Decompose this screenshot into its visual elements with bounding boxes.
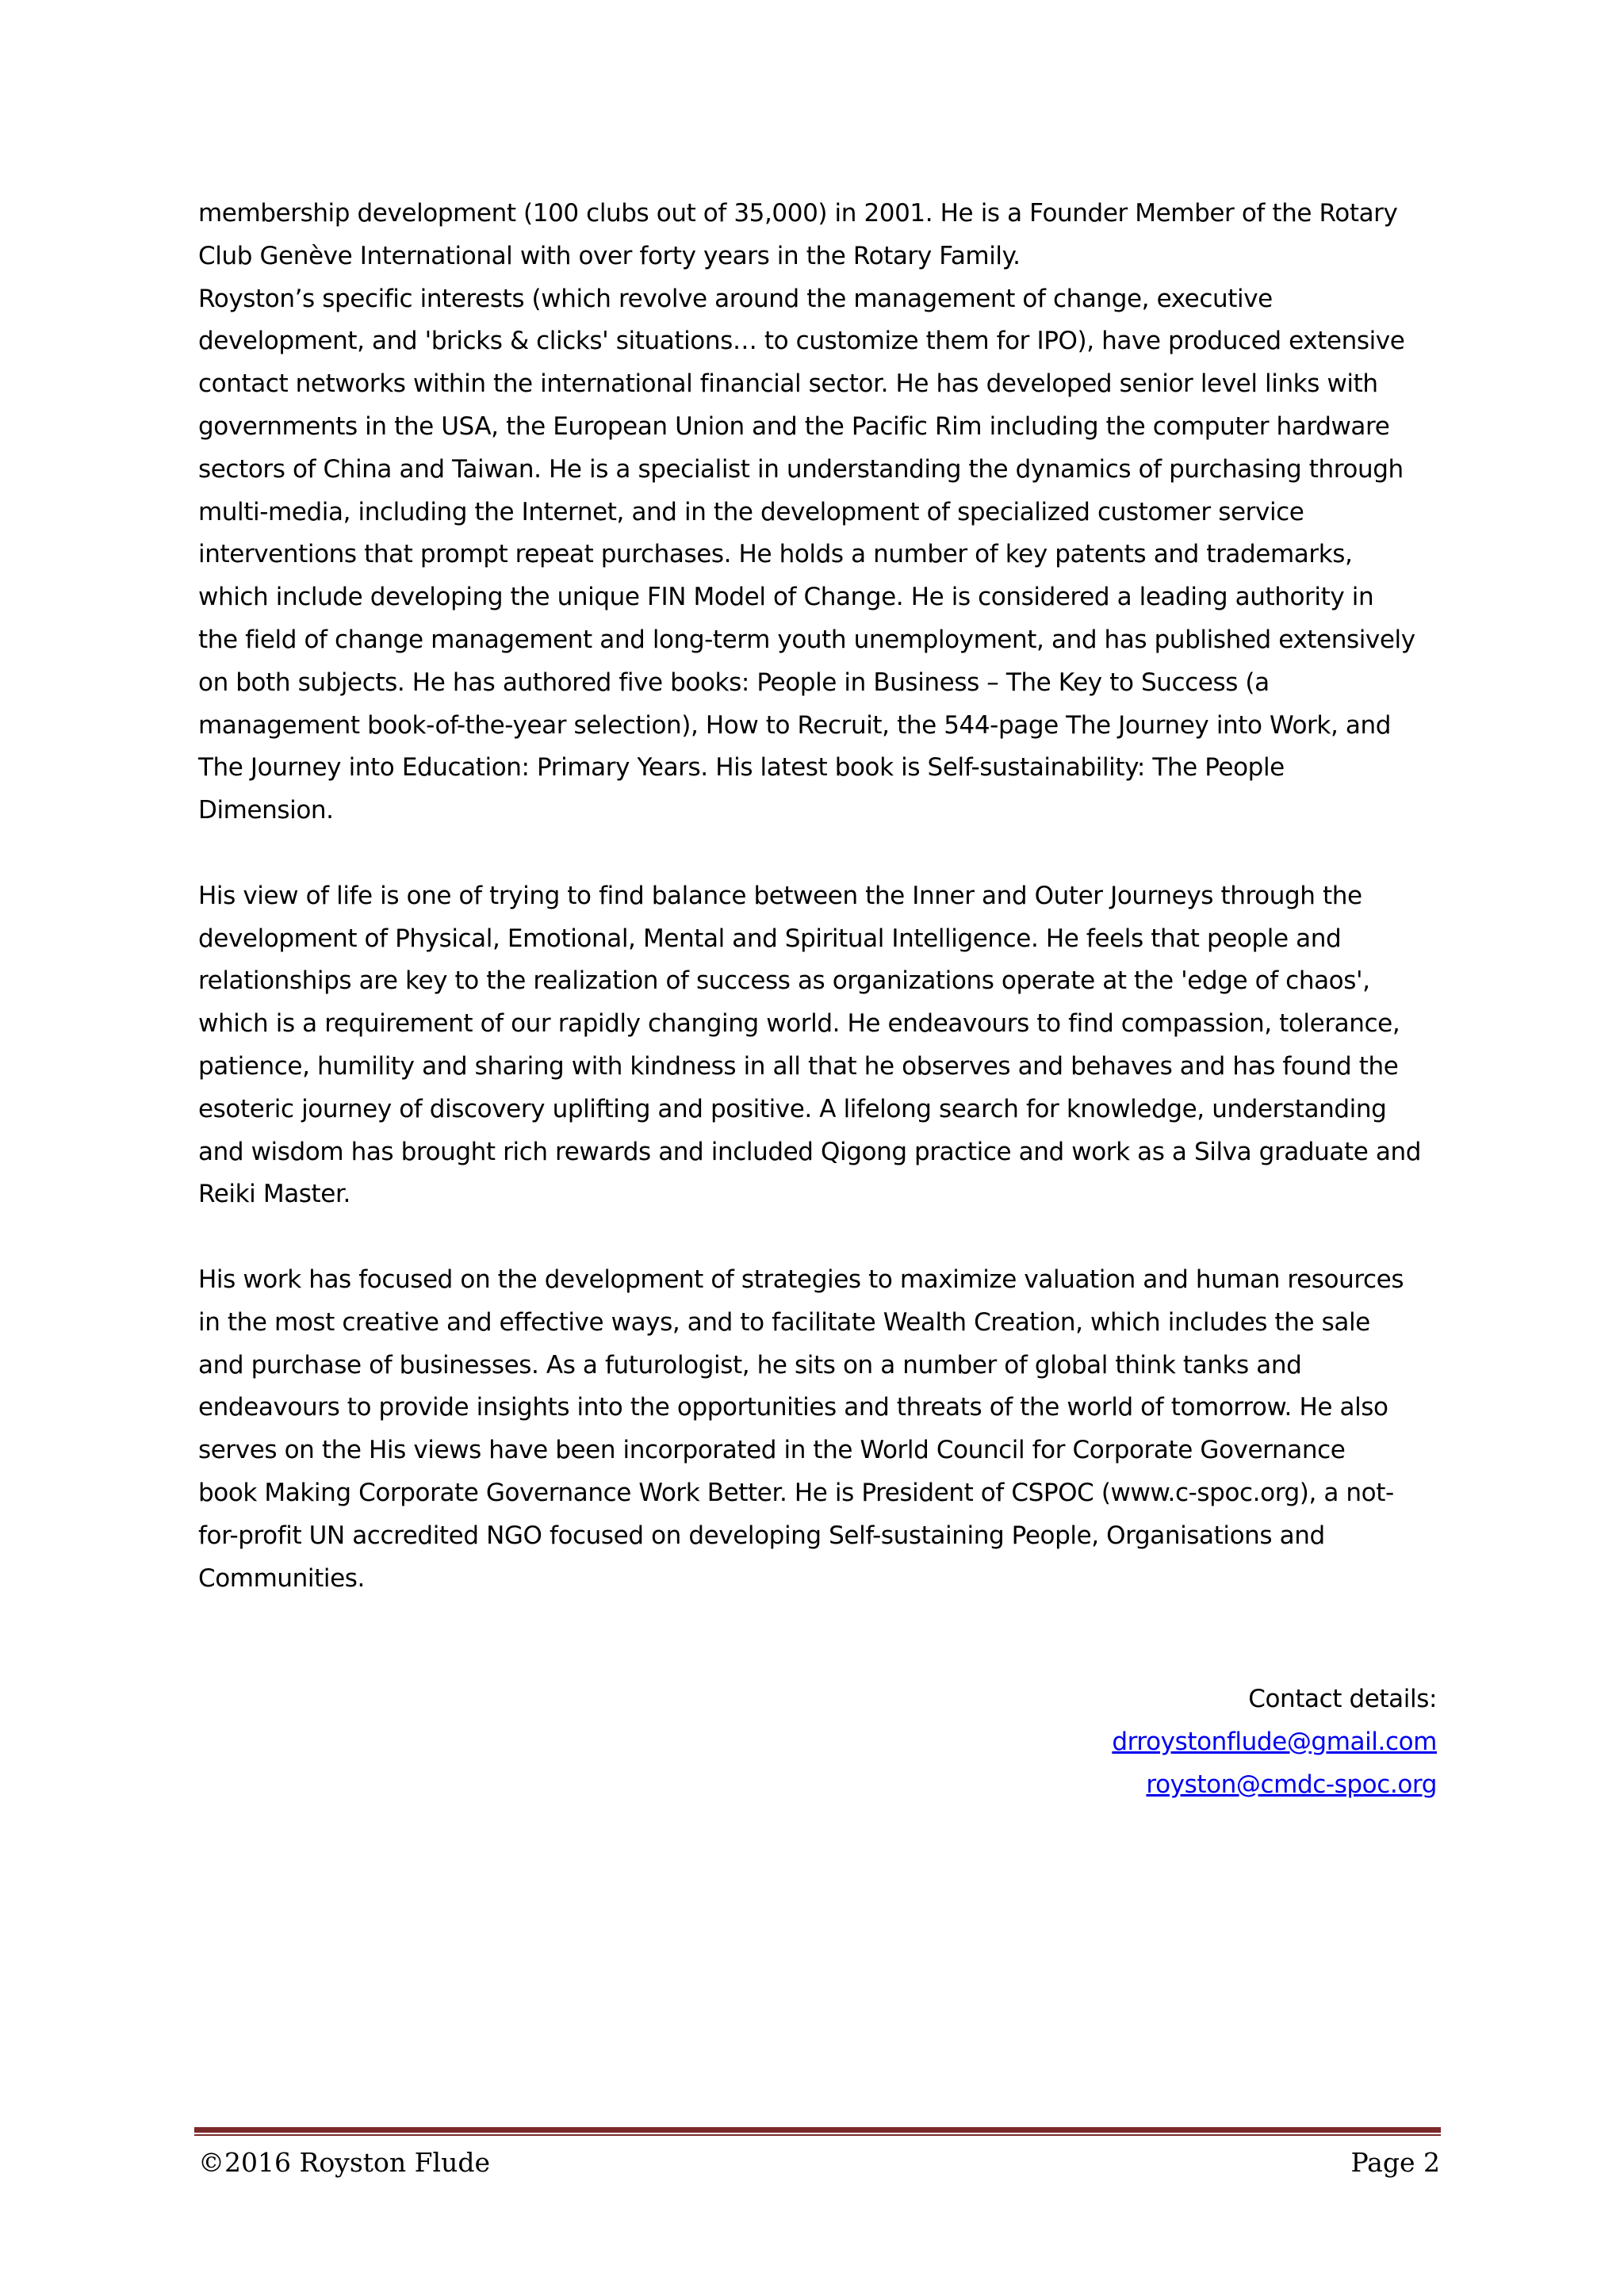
footer-divider (194, 2127, 1441, 2136)
contact-email-secondary-line (723, 1764, 1437, 1807)
text-line: serves on the His views have been incorporated in the World Council for Corporate Governance (198, 1436, 1346, 1465)
text-line: development of Physical, Emotional, Mental and Spiritual Intelligence. He feels that people and (198, 924, 1342, 953)
text-line: book Making Corporate Governance Work Better. He is President of CSPOC (www.c-spoc.org), a not- (198, 1478, 1394, 1507)
email-link-primary[interactable]: drroystonflude@gmail.com (1112, 1727, 1437, 1756)
text-line: which is a requirement of our rapidly changing world. He endeavours to find compassion, tolerance, (198, 1009, 1400, 1039)
text-line: relationships are key to the realization of success as organizations operate at the 'edge of chaos', (198, 966, 1370, 996)
text-line: governments in the USA, the European Union and the Pacific Rim including the computer hardware (198, 411, 1390, 441)
footer-page-number: Page 2 (1350, 2147, 1440, 2178)
text-line: multi-media, including the Internet, and in the development of specialized customer service (198, 497, 1304, 526)
text-line: The Journey into Education: Primary Years. His latest book is Self-sustainability: The People (198, 753, 1285, 783)
paragraph-spacer (198, 832, 1451, 875)
text-line: Royston’s specific interests (which revolve around the management of change, executive (198, 284, 1273, 313)
paragraph-2 (198, 875, 1451, 1216)
text-line: patience, humility and sharing with kindness in all that he observes and behaves and has found the (198, 1051, 1399, 1081)
contact-email-primary-line (723, 1721, 1437, 1764)
paragraph-3 (198, 1259, 1451, 1600)
text-line: Club Genève International with over forty years in the Rotary Family. (198, 241, 1021, 270)
text-line: Dimension. (198, 796, 334, 825)
text-line: which include developing the unique FIN Model of Change. He is considered a leading authority in (198, 583, 1374, 612)
text-line: esoteric journey of discovery uplifting and positive. A lifelong search for knowledge, understanding (198, 1094, 1387, 1123)
text-line: and purchase of businesses. As a futurologist, he sits on a number of global think tanks and (198, 1350, 1302, 1380)
text-line: on both subjects. He has authored five books: People in Business – The Key to Success (a (198, 668, 1270, 697)
text-line: His view of life is one of trying to find balance between the Inner and Outer Journeys through the (198, 881, 1362, 910)
text-line: endeavours to provide insights into the opportunities and threats of the world of tomorrow. He also (198, 1393, 1388, 1422)
email-link-secondary[interactable]: royston@cmdc-spoc.org (1146, 1770, 1437, 1799)
text-line: sectors of China and Taiwan. He is a specialist in understanding the dynamics of purchasing through (198, 454, 1404, 484)
paragraph-1 (198, 193, 1451, 832)
text-line: interventions that prompt repeat purchases. He holds a number of key patents and trademarks, (198, 540, 1353, 569)
footer-divider-thin (194, 2134, 1441, 2136)
footer-copyright: ©2016 Royston Flude (198, 2147, 490, 2178)
paragraph-spacer (198, 1216, 1451, 1259)
footer-divider-thick (194, 2127, 1441, 2133)
document-body (198, 193, 1451, 1600)
contact-label: Contact details: (1248, 1685, 1437, 1713)
text-line: the field of change management and long-term youth unemployment, and has published extensively (198, 625, 1415, 654)
text-line: membership development (100 clubs out of 35,000) in 2001. He is a Founder Member of the Rotary (198, 199, 1398, 228)
text-line: development, and 'bricks & clicks' situations… to customize them for IPO), have produced extensive (198, 327, 1405, 356)
text-line: and wisdom has brought rich rewards and included Qigong practice and work as a Silva graduate and (198, 1137, 1422, 1166)
text-line: in the most creative and effective ways, and to facilitate Wealth Creation, which includes the sale (198, 1307, 1370, 1337)
text-line: His work has focused on the development of strategies to maximize valuation and human resources (198, 1265, 1404, 1294)
text-line: contact networks within the international financial sector. He has developed senior level links with (198, 369, 1378, 399)
contact-block (723, 1678, 1437, 1806)
text-line: Reiki Master. (198, 1180, 350, 1209)
text-line: Communities. (198, 1563, 365, 1593)
text-line: for-profit UN accredited NGO focused on developing Self-sustaining People, Organisations and (198, 1521, 1325, 1550)
text-line: management book-of-the-year selection), How to Recruit, the 544-page The Journey into Work, and (198, 710, 1391, 740)
